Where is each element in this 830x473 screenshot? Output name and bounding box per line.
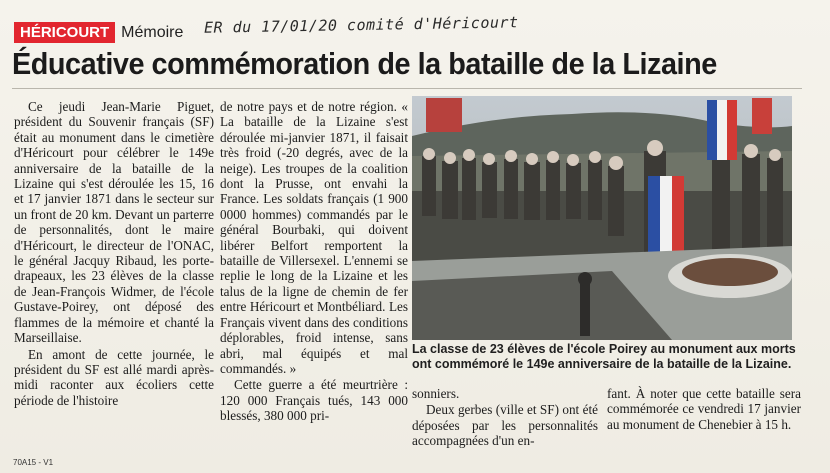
section-tag: HÉRICOURT [14,22,115,43]
paragraph: Ce jeudi Jean-Marie Piguet, président du Souvenir français (SF) était au monument dans le cimetière d'Héricourt pour célébrer le 149e anniversaire de la bataille de la Lizaine qui s'est déroulée les 15, 16 et 17 janvier 1871 dans le secteur sur un front de 20 km. Devant un parterre de personnalités, dont le maire d'Héricourt, le directeur de l'ONAC, le général Jacquy Ribaud, les porte-drapeaux, les 23 élèves de la classe de Jean-François Widmer, de l'école Gustave-Poirey, ont déposé des flammes de la mémoire et chanté la Marseillaise. [14,99,214,346]
paragraph: En amont de cette journée, le président du SF est allé mardi après-midi raconter aux écoliers cette période de l'histoire [14,346,214,408]
kicker [14,22,183,43]
photo-ceremony [412,96,792,340]
paragraph: fant. À noter que cette bataille sera commémorée ce vendredi 17 janvier au monument de Chenebier à 15 h. [607,386,801,432]
divider [12,88,802,89]
page-code: 70A15 - V1 [13,458,54,467]
rubric-label: Mémoire [121,23,184,41]
paragraph: sonniers. [412,386,460,401]
article-column-4 [607,386,801,433]
photo-illustration [412,96,792,340]
paragraph: Cette guerre a été meurtrière : 120 000 Français tués, 143 000 blessés, 380 000 pri- [220,377,408,424]
handwritten-note: ER du 17/01/20 comité d'Héricourt [203,13,519,37]
paragraph: de notre pays et de notre région. « La bataille de la Lizaine s'est déroulée mi-janvier 1871, il faisait très froid (-20 degrés, avec de la neige). Les troupes de la coalition dont la Prusse, ont envahi la France. Les soldats français (1 900 0000 hommes) commandés par le général Bourbaki, qui doivent libérer Belfort remportent la bataille de Villersexel. L'ennemi se replie le long de la Lizaine et les talus de la ligne de chemin de fer entre Héricourt et Montbéliard. Les Français vivent dans des conditions déplorables, froid intense, sans abri, mal équipés et mal commandés. » [220,99,408,376]
article-column-2 [220,99,408,425]
headline: Éducative commémoration de la bataille de la Lizaine [12,46,717,81]
article-column-1 [14,99,214,409]
paragraph: Deux gerbes (ville et SF) ont été déposées par les personnalités accompagnées d'un en- [412,402,598,449]
article-column-3 [412,386,598,450]
photo-caption: La classe de 23 élèves de l'école Poirey au monument aux morts ont commémoré le 149e anniversaire de la bataille de la Lizaine. [412,342,796,371]
